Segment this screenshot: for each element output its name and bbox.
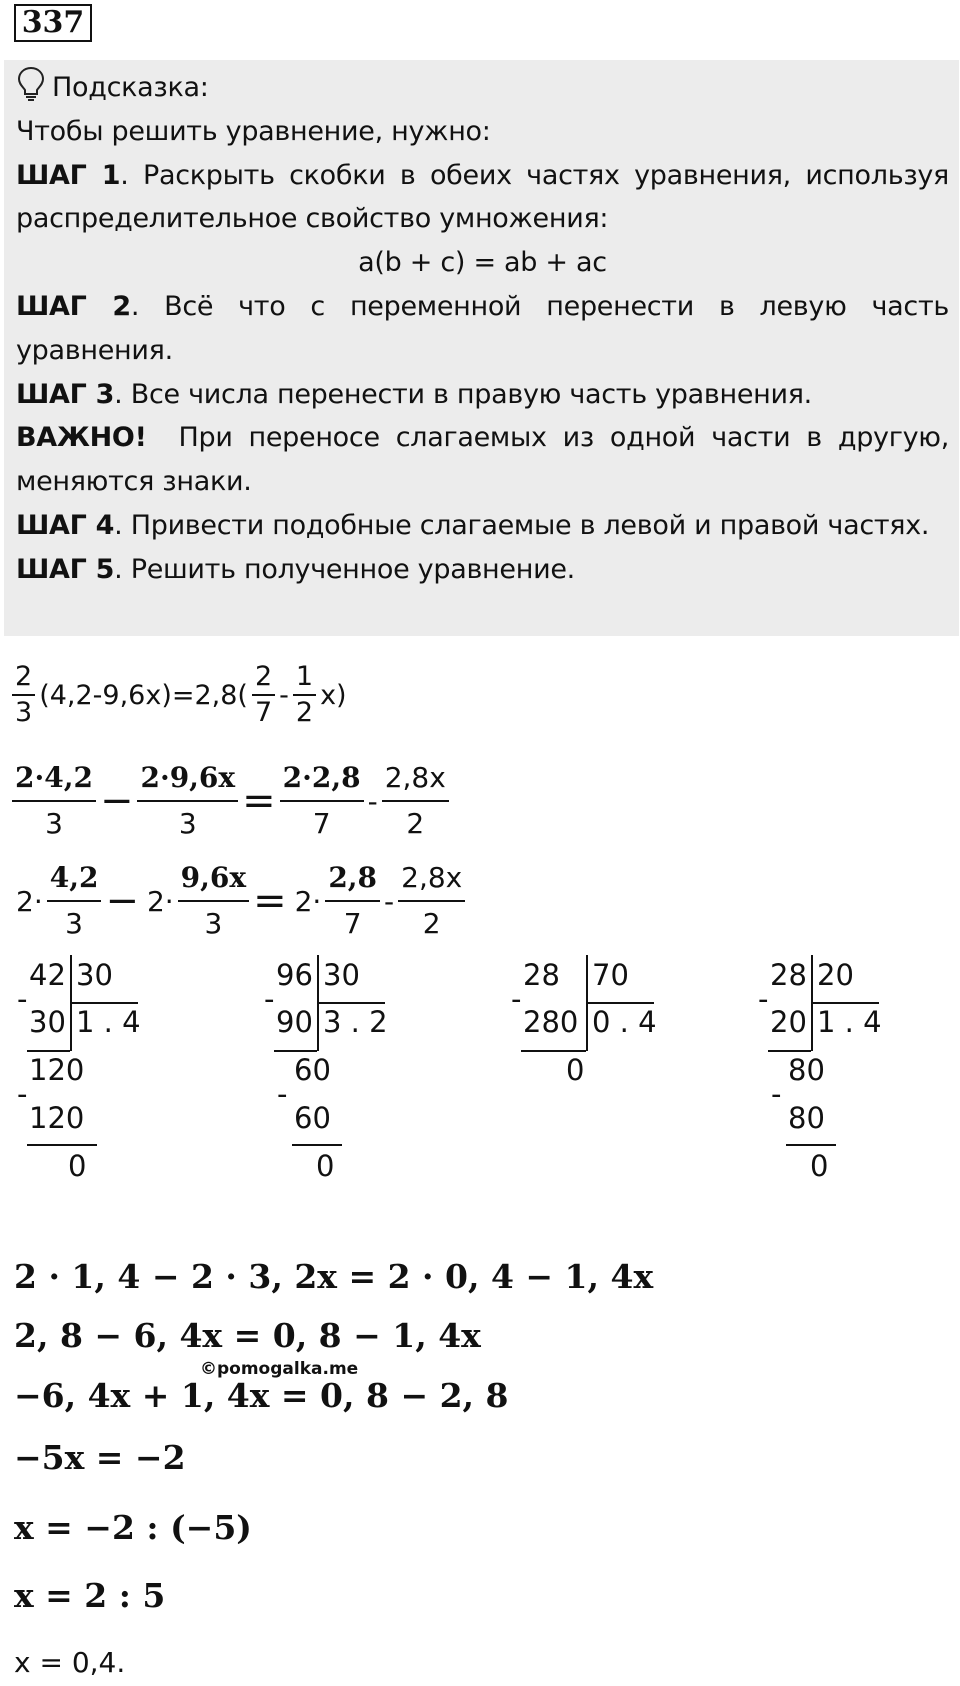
division-dividend: 28 — [523, 958, 560, 992]
eq2-op2: - — [367, 784, 378, 818]
hint-intro: Чтобы решить уравнение, нужно: — [16, 115, 491, 147]
eq3-equals: = — [253, 878, 287, 924]
division-divisor: 20 — [817, 958, 854, 992]
equation-factored — [12, 856, 465, 946]
division-divisor: 30 — [76, 958, 113, 992]
fraction-1-2: $\frac{1}{2}$ — [293, 660, 316, 730]
step-2-label: ШАГ 2 — [16, 290, 131, 322]
division-remainder: 120 — [29, 1053, 85, 1087]
division-subtrahend: 90 — [276, 1005, 313, 1039]
eq1-middle: (4,2-9,6x)=2,8( — [39, 679, 248, 711]
lightbulb-icon — [16, 66, 46, 102]
hint-step-4 — [16, 504, 949, 548]
division-bar — [70, 1002, 138, 1004]
hint-box — [4, 60, 959, 636]
fraction-2-3: $\frac{2}{3}$ — [12, 660, 35, 730]
division-minus: - — [758, 982, 769, 1016]
eq2-term-d: $\frac{2,8x}{2}$ — [382, 756, 449, 846]
eq3-term-c: $\frac{2,8}{7}$ — [325, 856, 380, 946]
division-bar — [786, 1144, 836, 1146]
division-dividend: 42 — [29, 958, 66, 992]
step-3-label: ШАГ 3 — [16, 378, 115, 410]
long-division-28-70 — [494, 955, 734, 1155]
division-divisor: 30 — [323, 958, 360, 992]
problem-number: 337 — [14, 4, 92, 42]
division-dividend: 28 — [770, 958, 807, 992]
division-minus: - — [511, 982, 522, 1016]
step-4-text: . Привести подобные слагаемые в левой и правой частях. — [114, 509, 930, 541]
division-quotient: 1 . 4 — [817, 1005, 882, 1039]
important-text: При переносе слагаемых из одной части в другую, меняются знаки. — [16, 422, 958, 498]
eq3-term-d: $\frac{2,8x}{2}$ — [398, 856, 465, 946]
division-result: 0 — [566, 1053, 585, 1087]
important-label: ВАЖНО! — [16, 422, 147, 454]
division-minus: - — [17, 1077, 28, 1111]
eq3-op2: - — [384, 884, 395, 918]
division-remainder: 80 — [788, 1053, 825, 1087]
division-bar — [586, 1002, 654, 1004]
solution-line-1: 2 · 1, 4 − 2 · 3, 2x = 2 · 0, 4 − 1, 4x — [14, 1257, 654, 1296]
hint-title: Подсказка: — [52, 72, 209, 103]
step-2-text: . Всё что с переменной перенести в левую часть уравнения. — [16, 290, 949, 366]
hint-step-3 — [16, 373, 949, 417]
eq1-minus: - — [279, 679, 289, 711]
division-bar — [292, 1144, 342, 1146]
equation-original — [12, 660, 351, 730]
solution-line-6: x = 2 : 5 — [14, 1576, 166, 1615]
division-subtrahend: 60 — [294, 1101, 331, 1135]
hint-step-1 — [16, 154, 949, 242]
division-result: 0 — [810, 1149, 829, 1183]
equation-expanded — [12, 756, 449, 846]
division-subtrahend: 20 — [770, 1005, 807, 1039]
step-4-label: ШАГ 4 — [16, 509, 115, 541]
eq3-op1: − — [105, 878, 139, 924]
division-subtrahend: 80 — [788, 1101, 825, 1135]
division-bar — [521, 1050, 586, 1052]
division-bar — [811, 1002, 879, 1004]
division-subtrahend: 280 — [523, 1005, 579, 1039]
eq2-term-b: $\frac{2\cdot 9,6x}{3}$ — [137, 756, 238, 846]
step-3-text: . Все числа перенести в правую часть уравнения. — [114, 378, 812, 410]
hint-important — [16, 416, 958, 504]
division-bar — [27, 1144, 97, 1146]
hint-formula: a(b + c) = ab + ac — [358, 247, 607, 279]
long-division-96-30 — [247, 955, 487, 1195]
division-result: 0 — [68, 1149, 87, 1183]
eq3-k2: 2· — [146, 884, 174, 918]
hint-step-2 — [16, 285, 949, 373]
division-bar — [274, 1050, 317, 1052]
division-bar — [27, 1050, 70, 1052]
division-divisor: 70 — [592, 958, 629, 992]
hint-step-5 — [16, 548, 949, 592]
division-minus: - — [277, 1077, 288, 1111]
division-bar — [317, 1002, 385, 1004]
hint-title-line — [16, 66, 949, 110]
division-bar — [768, 1050, 811, 1052]
step-1-label: ШАГ 1 — [16, 159, 121, 191]
division-minus: - — [264, 982, 275, 1016]
division-quotient: 1 . 4 — [76, 1005, 141, 1039]
division-subtrahend: 120 — [29, 1101, 85, 1135]
division-result: 0 — [316, 1149, 335, 1183]
division-subtrahend: 30 — [29, 1005, 66, 1039]
division-minus: - — [17, 982, 28, 1016]
solution-line-3: −6, 4x + 1, 4x = 0, 8 − 2, 8 — [14, 1376, 509, 1415]
eq3-k3: 2· — [294, 884, 322, 918]
division-minus: - — [771, 1077, 782, 1111]
step-1-text: . Раскрыть скобки в обеих частях уравнения, используя распределительное свойство умножения: — [16, 159, 949, 235]
division-remainder: 60 — [294, 1053, 331, 1087]
eq1-tail: x) — [320, 679, 347, 711]
eq2-term-c: $\frac{2\cdot 2,8}{7}$ — [280, 756, 364, 846]
final-answer: x = 0,4. — [14, 1646, 126, 1679]
eq3-term-b: $\frac{9,6x}{3}$ — [178, 856, 249, 946]
solution-line-5: x = −2 : (−5) — [14, 1508, 252, 1547]
long-division-28-20 — [741, 955, 960, 1195]
watermark: ©pomogalka.me — [200, 1359, 359, 1379]
step-5-label: ШАГ 5 — [16, 553, 115, 585]
solution-line-4: −5x = −2 — [14, 1438, 186, 1477]
division-quotient: 3 . 2 — [323, 1005, 388, 1039]
eq2-term-a: $\frac{2\cdot 4,2}{3}$ — [12, 756, 96, 846]
solution-line-2: 2, 8 − 6, 4x = 0, 8 − 1, 4x — [14, 1316, 481, 1355]
eq3-k1: 2· — [16, 884, 43, 918]
step-5-text: . Решить полученное уравнение. — [114, 553, 575, 585]
fraction-2-7: $\frac{2}{7}$ — [252, 660, 275, 730]
eq3-term-a: $\frac{4,2}{3}$ — [47, 856, 102, 946]
eq2-op1: − — [99, 778, 134, 824]
division-quotient: 0 . 4 — [592, 1005, 657, 1039]
eq2-equals: = — [242, 778, 276, 824]
division-dividend: 96 — [276, 958, 313, 992]
long-division-42-30 — [0, 955, 240, 1195]
